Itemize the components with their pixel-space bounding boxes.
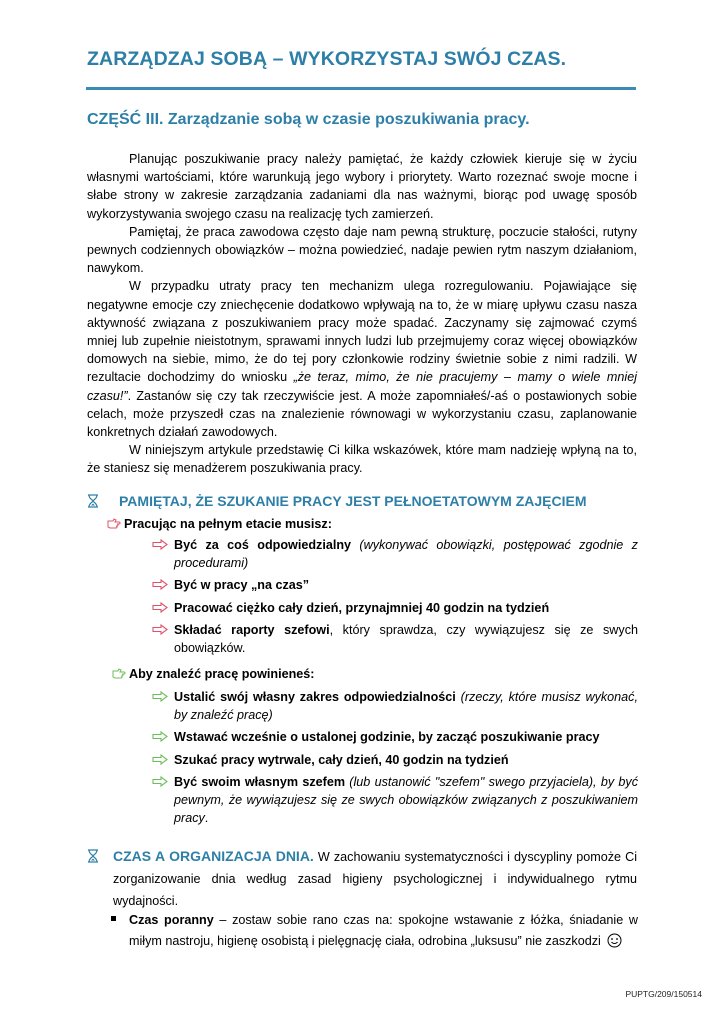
arrow-right-red-icon [152,624,168,635]
item-detail: (wykonywać obowiązki, postępować zgodnie z procedurami) [174,538,638,571]
hourglass-icon [87,849,99,863]
document-title: ZARZĄDZAJ SOBĄ – WYKORZYSTAJ SWÓJ CZAS. [87,48,567,70]
section2-text: W zachowaniu systematyczności i dyscypliny pomoże Ci zorganizowanie dnia według zasad higieny psychologicznej i indywidualnego rytmu wydajności. [113,850,637,908]
section2 [87,845,637,912]
item-bold: Szukać pracy wytrwale, cały dzień, 40 godzin na tydzień [174,752,509,767]
intro-paragraph-3-part-b: . Zastanów się czy tak rzeczywiście jest. A może zapomniałeś/-aś o postawionych sobie celach, może przyszedł czas na znalezienie równowagi w wykorzystaniu czasu, zaplanowanie konkretnych działań zawodowych. [87,388,637,440]
list-item [152,751,638,769]
group-a-list [152,536,638,661]
group-b-label-text: Aby znaleźć pracę powinieneś: [129,667,315,681]
item-bold: Ustalić swój własny zakres odpowiedzialności [174,690,456,704]
list-item [152,688,638,724]
section2-paragraph [87,845,637,912]
intro-text [87,150,637,478]
list-item [152,599,638,617]
list-item [152,728,638,746]
list-item [152,536,638,572]
intro-paragraph-1: Planując poszukiwanie pracy należy pamiętać, że każdy człowiek kieruje się w życiu własnymi wartościami, które warunkują jego wybory i priorytety. Warto rozeznać swoje mocne i słabe strony w zakresie zarządzania zadaniami dla nas ważnymi, biorąc pod uwagę sposób wykorzystywania swojego czasu na realizację tych zamierzeń. [87,152,637,221]
arrow-right-green-icon [152,691,168,702]
intro-paragraph-2: Pamiętaj, że praca zawodowa często daje nam pewną strukturę, poczucie stałości, rutyny pewnych codziennych obowiązków – można powiedzieć, nadaje pewien rytm naszym działaniom, nawykom. [87,224,637,276]
item-detail: , który sprawdza, czy wywiązujesz się ze swych obowiązków. [174,622,638,656]
group-b-list [152,688,638,831]
item-tail: . [204,811,209,826]
bullet-text: – zostaw sobie rano czas na: spokojne wstawanie z łóżka, śniadanie w miłym nastroju, higienę osobistą i pielęgnację ciała, odrobina „luksusu” nie zaszkodzi [129,913,638,948]
intro-quote: „że teraz, mimo, że nie pracujemy – mamy o wiele mniej czasu!” [87,370,637,403]
list-item [152,773,638,828]
group-a-label-text: Pracując na pełnym etacie musisz: [124,517,332,531]
bullet-bold: Czas poranny [129,913,214,927]
intro-paragraph-3-part-a: W przypadku utraty pracy ten mechanizm ulega rozregulowaniu. Pojawiające się negatywne emocje czy zniechęcenie dodatkowo wpływają na to, że w miarę upływu czasu nasza aktywność związana z poszukiwaniem pracy może spadać. Zaczynamy się zajmować czymś mniej lub zupełnie nieistotnym, sprawami innych ludzi lub przejmujemy coraz więcej obowiązków domowych na siebie, mimo, że do tej pory członkowie rodziny świetnie sobie z nimi radzili. W rezultacie dochodzimy do wniosku [87,279,637,385]
section2-bullets [107,910,638,952]
intro-paragraph-3 [87,277,637,441]
hourglass-icon [87,494,99,508]
item-detail: (lub ustanowić "szefem" swego przyjaciela), by być pewnym, że wywiązujesz się ze swych obowiązków związanych z poszukiwaniem pracy [174,774,638,826]
group-a-label [107,515,332,535]
group-b-label [112,665,314,685]
item-bold: Pracować ciężko cały dzień, przynajmniej 40 godzin na tydzień [174,600,550,615]
intro-paragraph-4: W niniejszym artykule przedstawię Ci kilka wskazówek, które mam nadzieję wpłyną na to, że staniesz się menadżerem poszukiwania pracy. [87,443,637,476]
arrow-right-red-icon [152,539,168,550]
arrow-right-green-icon [152,754,168,765]
list-item [152,621,638,657]
item-bold: Być swoim własnym szefem [174,774,346,789]
arrow-right-red-icon [152,602,168,613]
smiley-icon [607,933,622,948]
bullet-square-icon [111,916,116,921]
arrow-right-red-icon [152,579,168,590]
item-bold: Być za coś odpowiedzialny [174,538,352,552]
item-bold: Być w pracy „na czas” [174,578,310,593]
item-bold: Składać raporty szefowi [174,622,330,637]
pointing-hand-green-icon [112,667,129,685]
arrow-right-green-icon [152,731,168,742]
list-item [107,910,638,952]
item-bold: Wstawać wcześnie o ustalonej godzinie, by zacząć poszukiwanie pracy [174,730,600,745]
section1-heading [87,493,647,509]
pointing-hand-red-icon [107,517,124,535]
section2-heading: CZAS A ORGANIZACJA DNIA. [113,848,314,864]
title-divider [86,87,636,90]
list-item [152,576,638,594]
item-detail: (rzeczy, które musisz wykonać, by znaleźć pracę) [174,690,638,723]
arrow-right-green-icon [152,776,168,787]
document-code: PUPTG/209/150514 [625,989,702,999]
section1-heading-text: PAMIĘTAJ, ŻE SZUKANIE PRACY JEST PEŁNOETATOWYM ZAJĘCIEM [119,493,587,509]
section-subtitle: CZĘŚĆ III. Zarządzanie sobą w czasie poszukiwania pracy. [87,111,530,128]
